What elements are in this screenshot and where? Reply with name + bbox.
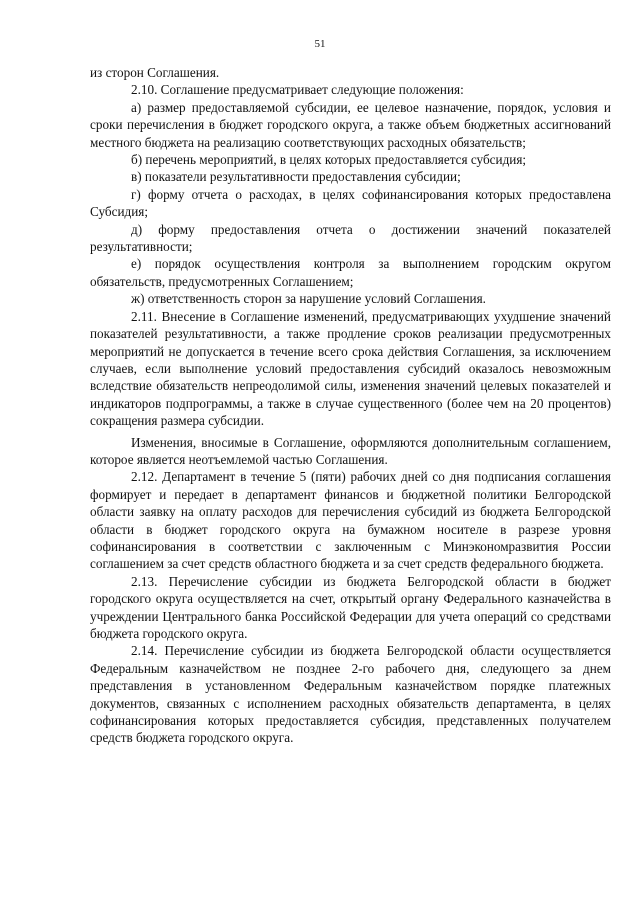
clause-2-10-item-a: а) размер предоставляемой субсидии, ее целевое назначение, порядок, условия и сроки перечисления в бюджет городского округа, а также объем бюджетных ассигнований местного бюджета на реализацию соответствующих расходных обязательств; [90, 99, 611, 150]
clause-2-11: 2.11. Внесение в Соглашение изменений, предусматривающих ухудшение значений показателей результативности, а также продление сроков реализации предусмотренных мероприятий не допускается в течение всего срока действия Соглашения, за исключением случаев, если выполнение условий предоставления субсидий оказалось невозможным вследствие обязательств непреодолимой силы, изменения значений целевых показателей и индикаторов подпрограммы, а также в случае существенного (более чем на 20 процентов) сокращения размера субсидии. [90, 308, 611, 429]
clause-2-12: 2.12. Департамент в течение 5 (пяти) рабочих дней со дня подписания соглашения формирует и передает в департамент финансов и бюджетной политики Белгородской области заявку на оплату расходов для перечисления субсидий из бюджета Белгородской области в бюджет городского округа на бумажном носителе в разрезе уровня софинансирования в соответствии с заключенным с Минэкономразвития России соглашением за счет средств областного бюджета и за счет средств федерального бюджета. [90, 469, 611, 572]
clause-2-10-item-b: б) перечень мероприятий, в целях которых предоставляется субсидия; [131, 152, 527, 168]
page-number: 51 [314, 38, 326, 50]
clause-2-10-item-v: в) показатели результативности предоставления субсидии; [131, 169, 461, 185]
clause-2-10-heading: 2.10. Соглашение предусматривает следующие положения: [131, 82, 464, 98]
document-body [90, 64, 611, 747]
clause-2-13: 2.13. Перечисление субсидии из бюджета Белгородской области в бюджет городского округа осуществляется на счет, открытый органу Федерального казначейства в учреждении Центрального банка Российской Федерации для учета операций со средствами бюджета городского округа. [90, 573, 611, 641]
clause-2-10-item-e: е) порядок осуществления контроля за выполнением городским округом обязательств, предусмотренных Соглашением; [90, 256, 611, 289]
clause-2-10-item-d: д) форму предоставления отчета о достижении значений показателей результативности; [90, 221, 611, 255]
paragraph-continuation: из сторон Соглашения. [90, 65, 220, 80]
clause-2-11-amendments: Изменения, вносимые в Соглашение, оформляются дополнительным соглашением, которое является неотъемлемой частью Соглашения. [90, 434, 611, 467]
clause-2-14: 2.14. Перечисление субсидии из бюджета Белгородской области осуществляется Федеральным казначейством не позднее 2-го рабочего дня, следующего за днем представления в установленном Федеральным казначейством порядке платежных документов, связанных с исполнением расходных обязательств департамента, в целях софинансирования которых предоставляется субсидия, представленных получателем средств бюджета городского округа. [90, 643, 611, 746]
clause-2-10-item-zh: ж) ответственность сторон за нарушение условий Соглашения. [131, 291, 486, 307]
clause-2-10-item-g: г) форму отчета о расходах, в целях софинансирования которых предоставлена Субсидия; [90, 186, 611, 220]
